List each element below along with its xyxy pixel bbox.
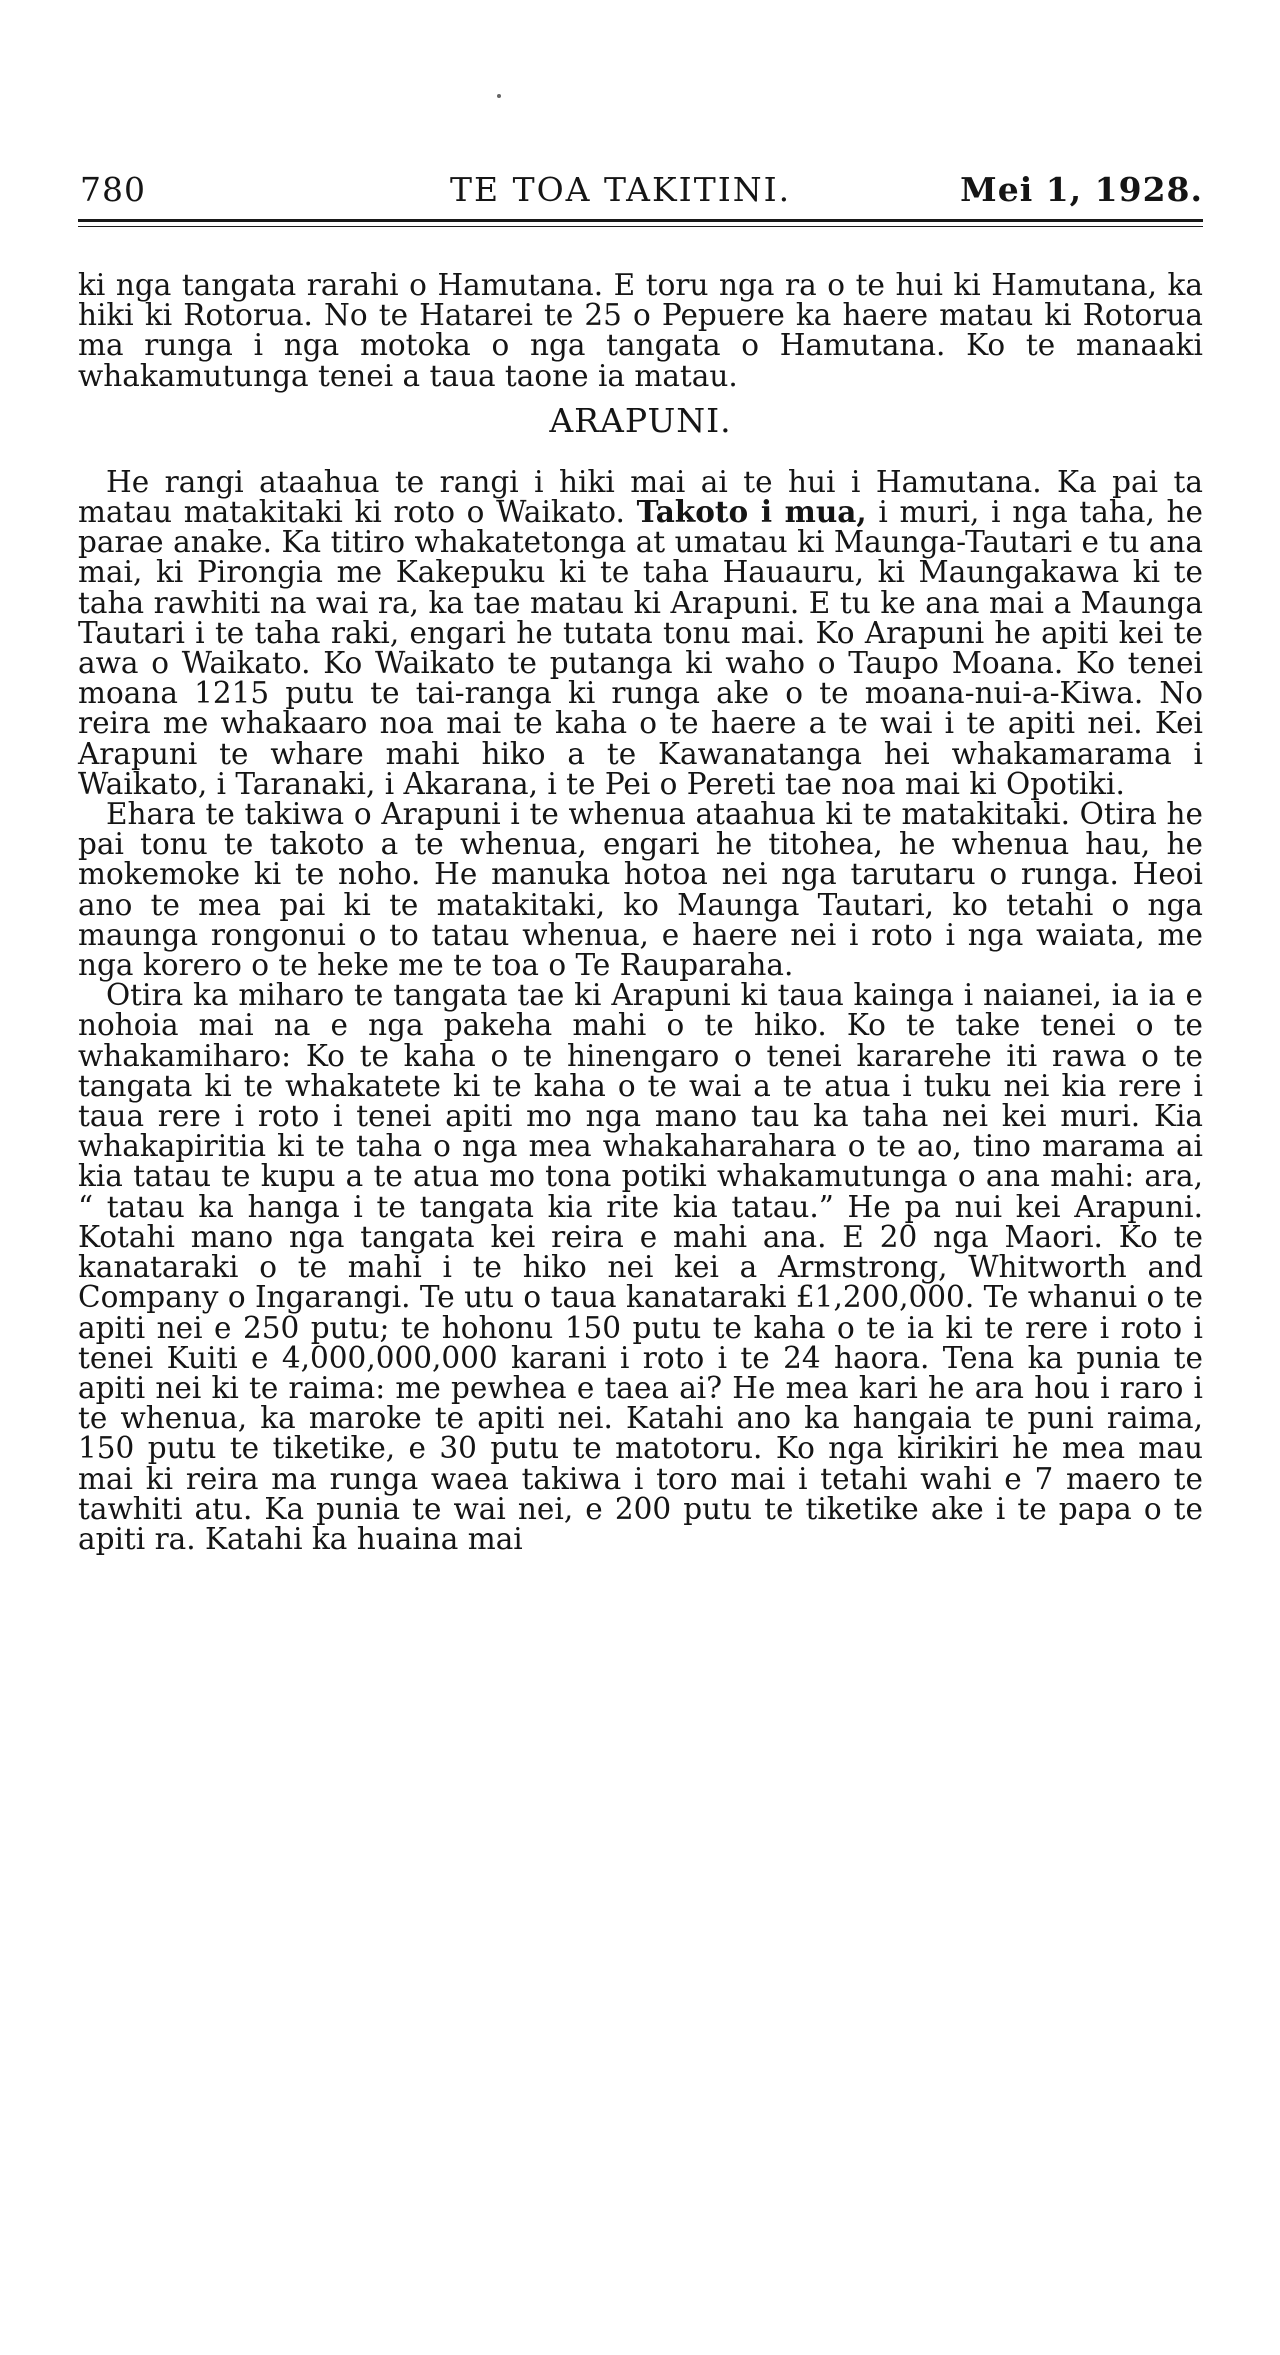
intro-paragraph: ki nga tangata rarahi o Hamutana. E toru nga ra o te hui ki Hamutana, ka hiki ki Rotorua. No te Hatarei te 25 o Pepuere ka haere matau ki Rotorua ma runga i nga motoka o nga tangata o Hamutana. Ko te manaaki whakamutunga tenei a taua taone ia matau. [78, 268, 1203, 393]
paragraph-1 [78, 464, 1203, 801]
article-body [78, 270, 1203, 1554]
page-number: 780 [80, 170, 146, 209]
paragraph-1-start: He rangi ataahua te rangi i hiki mai ai te hui i Hamutana. Ka pai ta matau matakitaki ki roto o Waikato. [78, 464, 1203, 530]
header-rule-thick [78, 219, 1203, 222]
paragraph-1-bold: Takoto i mua, [636, 494, 867, 530]
page-header [78, 170, 1203, 214]
print-mark [497, 94, 501, 98]
paragraph-1-rest: i muri, i nga taha, he parae anake. Ka titiro whakatetonga at umatau ki Maunga-Tautari e tu ana mai, ki Pirongia me Kakepuku ki te taha Hauauru, ki Maungakawa ki te taha rawhiti na wai ra, ka tae matau ki Arapuni. E tu ke ana mai a Maunga Tautari i te taha raki, engari he tutata tonu mai. Ko Arapuni he apiti kei te awa o Waikato. Ko Waikato te putanga ki waho o Taupo Moana. Ko tenei moana 1215 putu te tai-ranga ki runga ake o te moana-nui-a-Kiwa. No reira me whakaaro noa mai te kaha o te haere a te wai i te apiti nei. Kei Arapuni te whare mahi hiko a te Kawanatanga hei whakamarama i Waikato, i Taranaki, i Akarana, i te Pei o Pereti tae noa mai ki Opotiki. [78, 495, 1203, 801]
section-heading: ARAPUNI. [549, 400, 732, 440]
paragraph-3: Otira ka miharo te tangata tae ki Arapuni ki taua kainga i naianei, ia ia e nohoia mai na e nga pakeha mahi o te hiko. Ko te take tenei o te whakamiharo: Ko te kaha o te hinengaro o tenei kararehe iti rawa o te tangata ki te whakatete ki te kaha o te wai a te atua i tuku nei kia rere i taua rere i roto i tenei apiti mo nga mano tau ka taha nei kei muri. Kia whakapiritia ki te taha o nga mea whakaharahara o te ao, tino marama ai kia tatau te kupu a te atua mo tona potiki whakamutunga o ana mahi: ara, “ tatau ka hanga i te tangata kia rite kia tatau.” He pa nui kei Arapuni. Kotahi mano nga tangata kei reira e mahi ana. E 20 nga Maori. Ko te kanataraki o te mahi i te hiko nei kei a Armstrong, Whitworth and Company o Ingarangi. Te utu o taua kanataraki £1,200,000. Te whanui o te apiti nei e 250 putu; te hohonu 150 putu te kaha o te ia ki te rere i roto i tenei Kuiti e 4,000,000,000 karani i roto i te 24 haora. Tena ka punia te apiti nei ki te raima: me pewhea e taea ai? He mea kari he ara hou i raro i te whenua, ka maroke te apiti nei. Katahi ano ka hangaia te puni raima, 150 putu te tiketike, e 30 putu te matotoru. Ko nga kirikiri he mea mau mai ki reira ma runga waea takiwa i toro mai i tetahi wahi e 7 maero te tawhiti atu. Ka punia te wai nei, e 200 putu te tiketike ake i te papa o te apiti ra. Katahi ka huaina mai [78, 978, 1203, 1556]
issue-date: Mei 1, 1928. [960, 170, 1203, 209]
running-title: TE TOA TAKITINI. [450, 170, 792, 209]
header-rule-thin [78, 226, 1203, 227]
paragraph-2: Ehara te takiwa o Arapuni i te whenua ataahua ki te matakitaki. Otira he pai tonu te takoto a te whenua, engari he titohea, he whenua hau, he mokemoke ki te noho. He manuka hotoa nei nga tarutaru o runga. Heoi ano te mea pai ki te matakitaki, ko Maunga Tautari, ko tetahi o nga maunga rongonui o to tatau whenua, e haere nei i roto i nga waiata, me nga korero o te heke me te toa o Te Rauparaha. [78, 797, 1203, 983]
